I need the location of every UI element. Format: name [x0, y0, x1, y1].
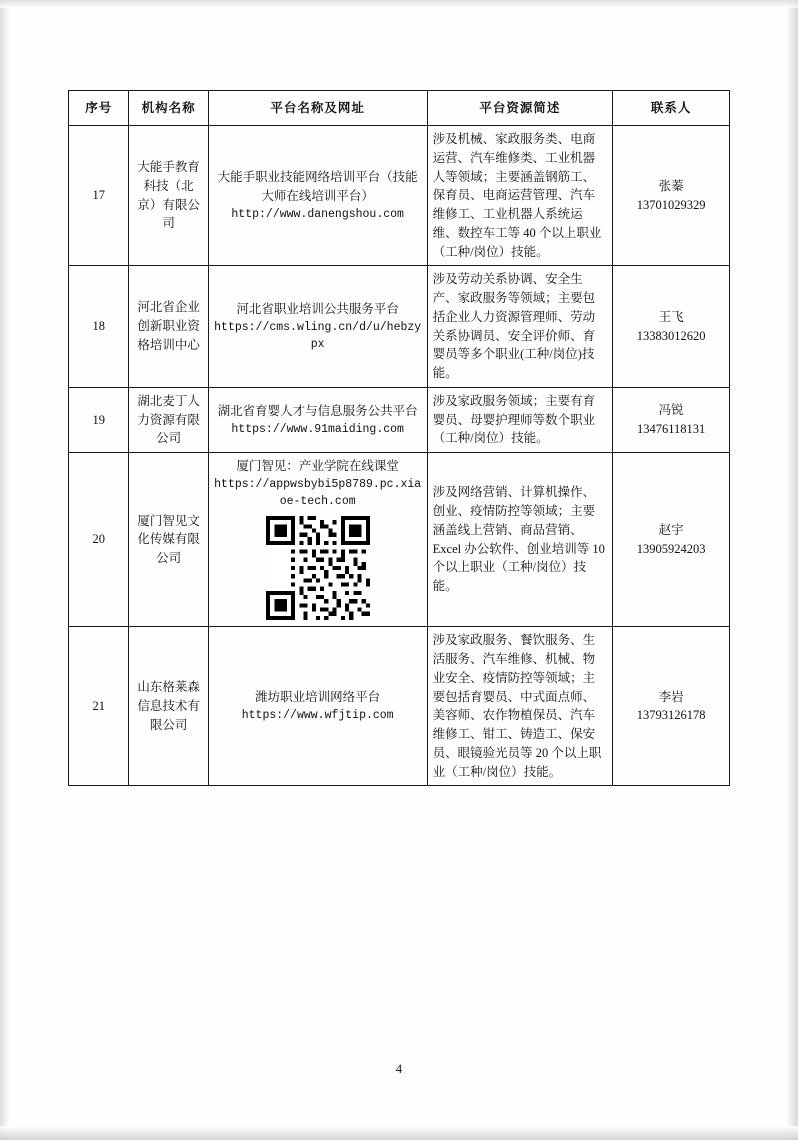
platform-url: https://cms.wling.cn/d/u/hebzypx [214, 320, 422, 351]
cell-org: 河北省企业创新职业资格培训中心 [129, 266, 208, 388]
cell-org: 山东格莱森信息技术有限公司 [129, 627, 208, 786]
contact-phone: 13476118131 [636, 421, 706, 436]
cell-org: 湖北麦丁人力资源有限公司 [129, 387, 208, 452]
contact-phone: 13793126178 [636, 708, 706, 723]
contact-name: 张蓁 [658, 178, 684, 193]
table-header [69, 91, 730, 126]
scan-edge-right [786, 0, 798, 1140]
cell-platform [208, 387, 427, 452]
scan-edge-top [0, 0, 798, 8]
cell-description: 涉及家政服务、餐饮服务、生活服务、汽车维修、机械、物业安全、疫情防控等领域；主要包括育婴员、中式面点师、美容师、农作物植保员、汽车维修工、钳工、铸造工、保安员、眼镜验光员等 20 个以上职业（工种/岗位）技能。 [427, 627, 613, 786]
cell-contact [613, 266, 730, 388]
cell-description: 涉及家政服务领域；主要有育婴员、母婴护理师等数个职业（工种/岗位）技能。 [427, 387, 613, 452]
cell-index: 17 [69, 126, 129, 266]
column-header-org: 机构名称 [129, 91, 208, 126]
platform-name: 潍坊职业培训网络平台 [255, 690, 381, 705]
qr-code-wrap [214, 516, 422, 620]
cell-contact [613, 387, 730, 452]
cell-platform [208, 266, 427, 388]
table-row [69, 453, 730, 627]
cell-description: 涉及网络营销、计算机操作、创业、疫情防控等领域；主要涵盖线上营销、商品营销、Excel 办公软件、创业培训等 10 个以上职业（工种/岗位）技能。 [427, 453, 613, 627]
table-row [69, 387, 730, 452]
cell-org: 厦门智见文化传媒有限公司 [129, 453, 208, 627]
scan-edge-left [0, 0, 10, 1140]
platform-url: https://www.wfjtip.com [241, 709, 394, 722]
cell-contact [613, 126, 730, 266]
platform-name: 湖北省育婴人才与信息服务公共平台 [217, 403, 418, 418]
table-row [69, 126, 730, 266]
page-number: 4 [395, 1062, 403, 1076]
cell-platform [208, 627, 427, 786]
platform-name: 大能手职业技能网络培训平台（技能大师在线培训平台） [217, 170, 418, 203]
contact-phone: 13701029329 [636, 197, 706, 212]
platform-name: 厦门智见：产业学院在线课堂 [236, 459, 399, 473]
qr-code-icon [266, 516, 370, 620]
platform-url: http://www.danengshou.com [231, 207, 404, 221]
column-header-contact: 联系人 [613, 91, 730, 126]
contact-name: 李岩 [658, 689, 684, 704]
table-row [69, 627, 730, 786]
column-header-description: 平台资源简述 [427, 91, 613, 126]
column-header-platform: 平台名称及网址 [208, 91, 427, 126]
cell-index: 20 [69, 453, 129, 627]
platform-name: 河北省职业培训公共服务平台 [236, 301, 399, 316]
platform-url: https://appwsbybi5p8789.pc.xiaoe-tech.com [214, 477, 422, 508]
cell-org: 大能手教育科技（北京）有限公司 [129, 126, 208, 266]
platform-table [68, 90, 730, 786]
cell-index: 19 [69, 387, 129, 452]
contact-phone: 13905924203 [636, 541, 706, 556]
contact-name: 王飞 [658, 309, 684, 324]
cell-contact [613, 627, 730, 786]
cell-index: 18 [69, 266, 129, 388]
table-body [69, 126, 730, 786]
table-row [69, 266, 730, 388]
contact-name: 冯锐 [658, 403, 684, 418]
cell-index: 21 [69, 627, 129, 786]
cell-description: 涉及劳动关系协调、安全生产、家政服务等领域；主要包括企业人力资源管理师、劳动关系协调员、安全评价师、育婴员等多个职业(工种/岗位)技能。 [427, 266, 613, 388]
platform-url: https://www.91maiding.com [231, 422, 404, 436]
contact-name: 赵宇 [658, 522, 684, 537]
column-header-index: 序号 [69, 91, 129, 126]
table-header-row [69, 91, 730, 126]
scan-edge-bottom [0, 1126, 798, 1140]
cell-platform [208, 453, 427, 627]
cell-description: 涉及机械、家政服务类、电商运营、汽车维修类、工业机器人等领域；主要涵盖钢筋工、保育员、电商运营管理、汽车维修工、工业机器人系统运维、数控车工等 40 个以上职业（工种/岗位）技能。 [427, 126, 613, 266]
cell-platform [208, 126, 427, 266]
cell-contact [613, 453, 730, 627]
contact-phone: 13383012620 [636, 328, 706, 343]
